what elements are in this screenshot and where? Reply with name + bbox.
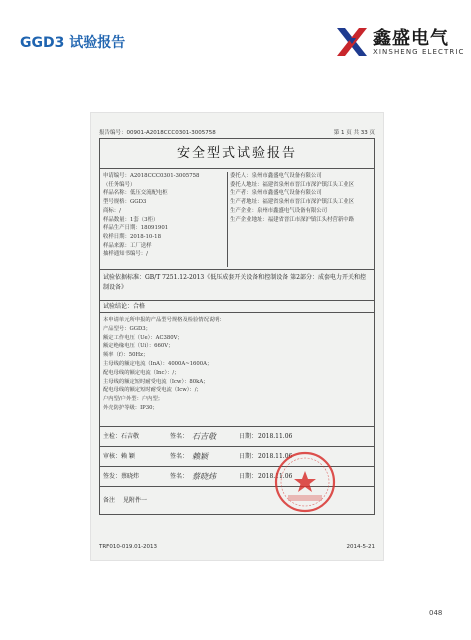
- field-line: 生产者地址：福建省泉州市晋江市深沪镇江头工业区: [230, 199, 354, 206]
- sign-label: 签名：: [170, 453, 189, 460]
- report-title: 安全型式试验报告: [100, 139, 374, 169]
- desc-line: 外壳防护等级：IP30；: [103, 404, 158, 411]
- desc-line: 频率（f）：50Hz；: [103, 352, 149, 359]
- client-fields: [227, 172, 371, 267]
- desc-line: 主母线的额定短时耐受电流（Icw）：80kA；: [103, 378, 209, 385]
- remark-label: 备注: [103, 497, 116, 504]
- logo-name-cn: 鑫盛电气: [373, 28, 449, 49]
- field-line: 商标：/: [103, 207, 121, 214]
- report-table: [99, 138, 375, 515]
- desc-line: 产品型号：GGD3；: [103, 325, 151, 332]
- field-line: 生产企业：泉州市鑫盛电气设备有限公司: [230, 207, 328, 214]
- sign-date: 2018.11.06: [258, 473, 293, 480]
- company-logo: [335, 24, 465, 60]
- field-line: 收样日期：2018-10-18: [103, 233, 162, 240]
- sign-label: 签名：: [170, 433, 189, 440]
- signer: 签发：蔡晓炜: [103, 473, 140, 480]
- desc-line: 主母线的额定电流（InA）：4000A~1600A；: [103, 360, 213, 367]
- logo-name-en: XINSHENG ELECTRIC: [373, 48, 465, 56]
- desc-line: 配电母线的额定短时耐受电流（Icw）：/；: [103, 387, 202, 394]
- field-line: 样品来源：工厂送样: [103, 242, 152, 249]
- desc-line: 额定绝缘电压（Ui）：660V；: [103, 343, 174, 350]
- form-number: TRF010-019.01-2013: [99, 544, 158, 550]
- test-conclusion: 试验结论：合格: [100, 301, 374, 313]
- field-line: 样品生产日期：18091901: [103, 225, 169, 232]
- field-line: 样品数量：1套（3柜）: [103, 216, 159, 223]
- test-report-document: [90, 112, 384, 561]
- desc-line: 配电母线的额定电流（Inc）：/；: [103, 369, 180, 376]
- field-line: 申请编号：A2018CCC0301-3005758: [103, 173, 200, 179]
- test-standard: 试验依据标准：GB/T 7251.12-2013《低压成套开关设备和控制设备 第2部分：成套电力开关和控制设备》: [100, 270, 374, 301]
- field-line: 样品名称：低压交流配电柜: [103, 190, 168, 197]
- date-label: 日期：: [239, 453, 258, 460]
- field-line: 生产者：泉州市鑫盛电气设备有限公司: [230, 190, 322, 197]
- sample-fields: [103, 172, 221, 259]
- date-label: 日期：: [239, 433, 258, 440]
- field-line: 抽样通知书编号：/: [103, 251, 148, 258]
- signature-row-inspector: [100, 427, 374, 447]
- desc-line: 户内型/户外型：户内型；: [103, 396, 164, 403]
- remark-value: 见附件一: [122, 497, 147, 504]
- field-line: 委托人地址：福建省泉州市晋江市深沪镇江头工业区: [230, 181, 354, 188]
- signer: 主检：石吉敬: [103, 433, 140, 440]
- sign-date: 2018.11.06: [258, 453, 293, 460]
- official-seal-icon: [274, 451, 336, 513]
- page-number: 048: [429, 609, 443, 617]
- field-line: （任务编号）: [103, 181, 136, 188]
- form-date: 2014-5-21: [346, 544, 375, 550]
- handwritten-signature: 赖颖: [192, 452, 208, 461]
- product-description: [100, 313, 374, 427]
- page-header-title: GGD3 试验报告: [20, 35, 126, 51]
- field-line: 生产企业地址：福建省晋江市深沪镇江头村营新中路: [230, 216, 354, 223]
- field-line: 型号规格：GGD3: [103, 199, 147, 206]
- handwritten-signature: 石吉敬: [192, 432, 216, 441]
- field-line: 委托人：泉州市鑫盛电气设备有限公司: [230, 173, 322, 179]
- page-count: 第 1 页 共 33 页: [333, 130, 375, 136]
- report-number: 报告编号：00901-A2018CCC0301-3005758: [99, 130, 216, 136]
- sample-info-section: [100, 169, 374, 270]
- sign-date: 2018.11.06: [258, 433, 293, 440]
- handwritten-signature: 蔡晓炜: [192, 472, 216, 481]
- desc-line: 本申请单元所申报的产品型号规格及检验情况说明：: [103, 317, 225, 323]
- signer: 审核：赖 颖: [103, 453, 135, 460]
- date-label: 日期：: [239, 473, 258, 480]
- xs-logo-icon: [335, 26, 369, 58]
- desc-line: 额定工作电压（Ue）：AC380V；: [103, 334, 183, 341]
- sign-label: 签名：: [170, 473, 189, 480]
